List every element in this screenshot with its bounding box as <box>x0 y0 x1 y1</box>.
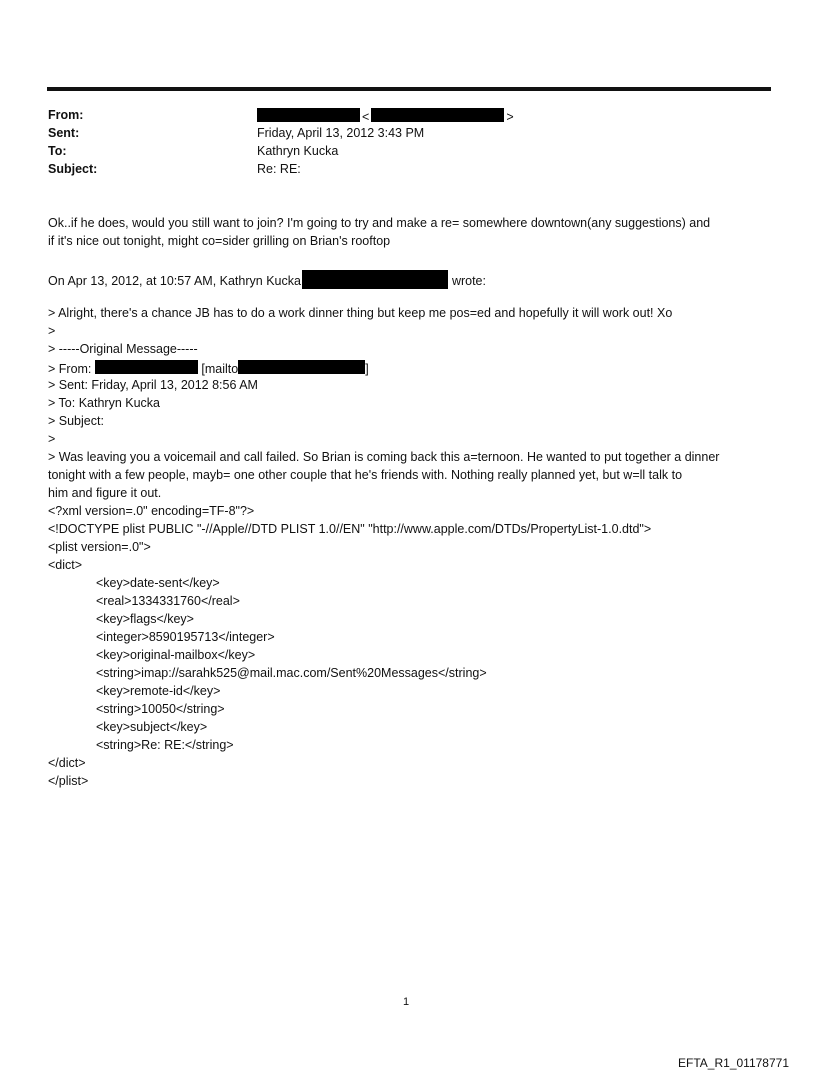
plist-line: <plist version=.0"> <box>48 540 151 554</box>
plist-entry: <key>date-sent</key> <box>96 576 220 590</box>
redaction-block <box>257 108 360 122</box>
plist-line: </dict> <box>48 756 86 770</box>
plist-line: <dict> <box>48 558 83 572</box>
from-lt: < <box>362 110 370 124</box>
from-gt: > <box>506 110 514 124</box>
subject-value: Re: RE: <box>257 162 301 176</box>
plist-entry: <key>subject</key> <box>96 720 208 734</box>
quote-line: > <box>48 432 56 446</box>
quote-line: > -----Original Message----- <box>48 342 198 356</box>
quote-line: > Alright, there's a chance JB has to do a work dinner thing but keep me pos=ed and hopefully it will work out! Xo <box>48 306 673 320</box>
from-value <box>257 108 516 124</box>
sent-value: Friday, April 13, 2012 3:43 PM <box>257 126 425 140</box>
from-label: From: <box>48 108 84 122</box>
to-value: Kathryn Kucka <box>257 144 339 158</box>
quote-line: > Subject: <box>48 414 104 428</box>
body-para1-line1: Ok..if he does, would you still want to join? I'm going to try and make a re= somewhere downtown(any suggestions) and <box>48 216 711 230</box>
redaction-block <box>238 360 365 374</box>
attribution-prefix: On Apr 13, 2012, at 10:57 AM, Kathryn Kucka <box>48 274 301 288</box>
body-para1-line2: if it's nice out tonight, might co=sider grilling on Brian's rooftop <box>48 234 391 248</box>
quote-from-line <box>48 360 369 376</box>
plist-entry: <key>original-mailbox</key> <box>96 648 256 662</box>
quote-line: > Was leaving you a voicemail and call failed. So Brian is coming back this a=ternoon. He wanted to put together a dinner <box>48 450 720 464</box>
attribution-suffix: wrote: <box>451 274 486 288</box>
plist-entry: <string>imap://sarahk525@mail.mac.com/Sent%20Messages</string> <box>96 666 487 680</box>
redaction-block <box>302 270 448 289</box>
plist-entry: <integer>8590195713</integer> <box>96 630 275 644</box>
plist-entry: <real>1334331760</real> <box>96 594 240 608</box>
attribution-line <box>48 270 486 289</box>
plist-entry: <string>Re: RE:</string> <box>96 738 234 752</box>
page-number: 1 <box>403 996 410 1008</box>
quote-line: > Sent: Friday, April 13, 2012 8:56 AM <box>48 378 258 392</box>
quote-from-mailto: [mailto <box>201 362 239 376</box>
plist-entry: <key>flags</key> <box>96 612 194 626</box>
quote-line: > <box>48 324 56 338</box>
quote-line: tonight with a few people, mayb= one other couple that he's friends with. Nothing really planned yet, but w=ll talk to <box>48 468 683 482</box>
sent-label: Sent: <box>48 126 80 140</box>
subject-label: Subject: <box>48 162 98 176</box>
header-rule <box>47 87 771 91</box>
plist-entry: <key>remote-id</key> <box>96 684 221 698</box>
plist-entry: <string>10050</string> <box>96 702 225 716</box>
plist-line: <?xml version=.0" encoding=TF-8"?> <box>48 504 255 518</box>
redaction-block <box>95 360 198 374</box>
quote-line: > To: Kathryn Kucka <box>48 396 160 410</box>
redaction-block <box>371 108 504 122</box>
plist-line: <!DOCTYPE plist PUBLIC "-//Apple//DTD PLIST 1.0//EN" "http://www.apple.com/DTDs/PropertyList-1.0.dtd"> <box>48 522 652 536</box>
plist-line: </plist> <box>48 774 89 788</box>
quote-from-end: ] <box>365 362 369 376</box>
quote-from-prefix: > From: <box>48 362 92 376</box>
to-label: To: <box>48 144 67 158</box>
quote-line: him and figure it out. <box>48 486 162 500</box>
document-id: EFTA_R1_01178771 <box>678 1056 789 1070</box>
